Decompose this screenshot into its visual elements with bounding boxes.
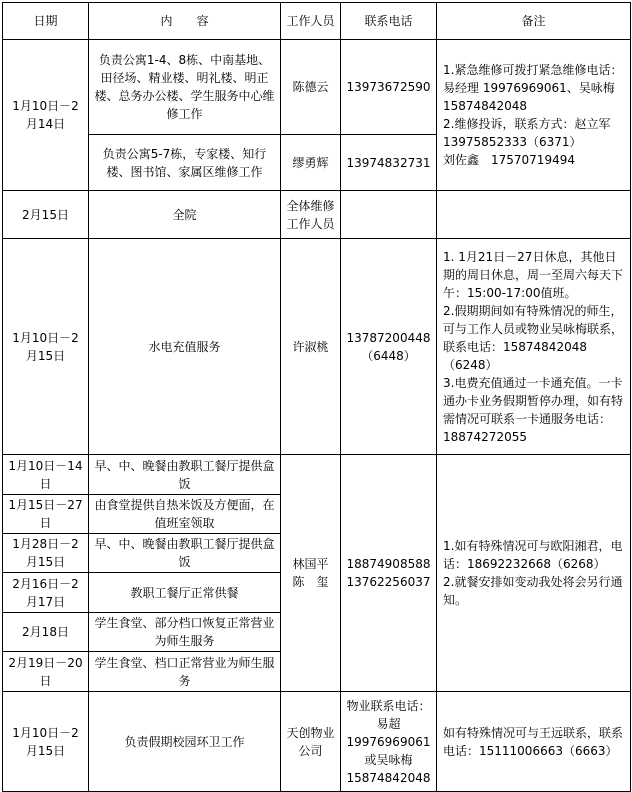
- utility-staff: 许淑桃: [281, 239, 341, 455]
- sanitation-staff: 天创物业公司: [281, 692, 341, 792]
- dining-date: 2月18日: [3, 613, 89, 652]
- dining-phone: 18874908588 13762256037: [341, 455, 437, 692]
- dining-date: 1月28日－2月15日: [3, 534, 89, 573]
- sanitation-remark: 如有特殊情况可与王远联系，联系电话：15111006663（6663）: [437, 692, 631, 792]
- table-row: [3, 191, 631, 239]
- utility-content: 水电充值服务: [89, 239, 281, 455]
- maintenance-content-2: 负责公寓5-7栋，专家楼、知行楼、图书馆、家属区维修工作: [89, 135, 281, 191]
- header-staff: 工作人员: [281, 3, 341, 40]
- maintenance-phone-2: 13974832731: [341, 135, 437, 191]
- utility-date: 1月10日－2月15日: [3, 239, 89, 455]
- dining-date: 1月15日－27日: [3, 495, 89, 534]
- header-date: 日期: [3, 3, 89, 40]
- dining-staff: 林国平 陈 玺: [281, 455, 341, 692]
- header-remark: 备注: [437, 3, 631, 40]
- sanitation-content: 负责假期校园环卫工作: [89, 692, 281, 792]
- header-phone: 联系电话: [341, 3, 437, 40]
- dining-content: 早、中、晚餐由教职工餐厅提供盒饭: [89, 455, 281, 495]
- duty-schedule-table: [2, 2, 631, 792]
- utility-remark: 1. 1月21日－27日休息，其他日期的周日休息，周一至周六每天下午：15:00-17:00值班。 2.假期期间如有特殊情况的师生，可与工作人员或物业吴咏梅联系，联系电话：15874842048（6248） 3.电费充值通过一卡通充值。一卡通办卡业务假期暂停办理，如有特需情况可联系一卡通服务电话：18874272055: [437, 239, 631, 455]
- maintenance-remark: 1.紧急维修可拨打紧急维修电话：易经理 19976969061、吴咏梅 15874842048 2.维修投诉，联系方式：赵立军 13975852333（6371） 刘佐鑫 17570719494: [437, 40, 631, 191]
- dining-content: 早、中、晚餐由教职工餐厅提供盒饭: [89, 534, 281, 573]
- table-row: [3, 239, 631, 455]
- dining-content: 由食堂提供自热米饭及方便面，在值班室领取: [89, 495, 281, 534]
- table-row: [3, 455, 631, 495]
- maintenance-date: 1月10日－2月14日: [3, 40, 89, 191]
- maintenance-staff-2: 缪勇辉: [281, 135, 341, 191]
- dining-remark: 1.如有特殊情况可与欧阳湘君，电话：18692232668（6268） 2.就餐安排如变动我处将会另行通知。: [437, 455, 631, 692]
- dining-date: 1月10日－14日: [3, 455, 89, 495]
- empty-cell: [341, 191, 437, 239]
- campus-date: 2月15日: [3, 191, 89, 239]
- dining-content: 学生食堂、部分档口恢复正常营业为师生服务: [89, 613, 281, 652]
- campus-staff: 全体维修工作人员: [281, 191, 341, 239]
- campus-content: 全院: [89, 191, 281, 239]
- table-row: [3, 40, 631, 135]
- header-content: 内 容: [89, 3, 281, 40]
- utility-phone: 13787200448 （6448）: [341, 239, 437, 455]
- dining-content: 教职工餐厅正常供餐: [89, 573, 281, 613]
- maintenance-phone-1: 13973672590: [341, 40, 437, 135]
- dining-date: 2月16日－2月17日: [3, 573, 89, 613]
- empty-cell: [437, 191, 631, 239]
- maintenance-staff-1: 陈德云: [281, 40, 341, 135]
- dining-content: 学生食堂、档口正常营业为师生服务: [89, 652, 281, 692]
- header-row: [3, 3, 631, 40]
- maintenance-content-1: 负责公寓1-4、8栋、中南基地、田径场、精业楼、明礼楼、明正楼、总务办公楼、学生服务中心维修工作: [89, 40, 281, 135]
- sanitation-date: 1月10日－2月15日: [3, 692, 89, 792]
- table-row: [3, 692, 631, 792]
- sanitation-phone: 物业联系电话：易超 19976969061 或吴咏梅 15874842048: [341, 692, 437, 792]
- dining-date: 2月19日－20日: [3, 652, 89, 692]
